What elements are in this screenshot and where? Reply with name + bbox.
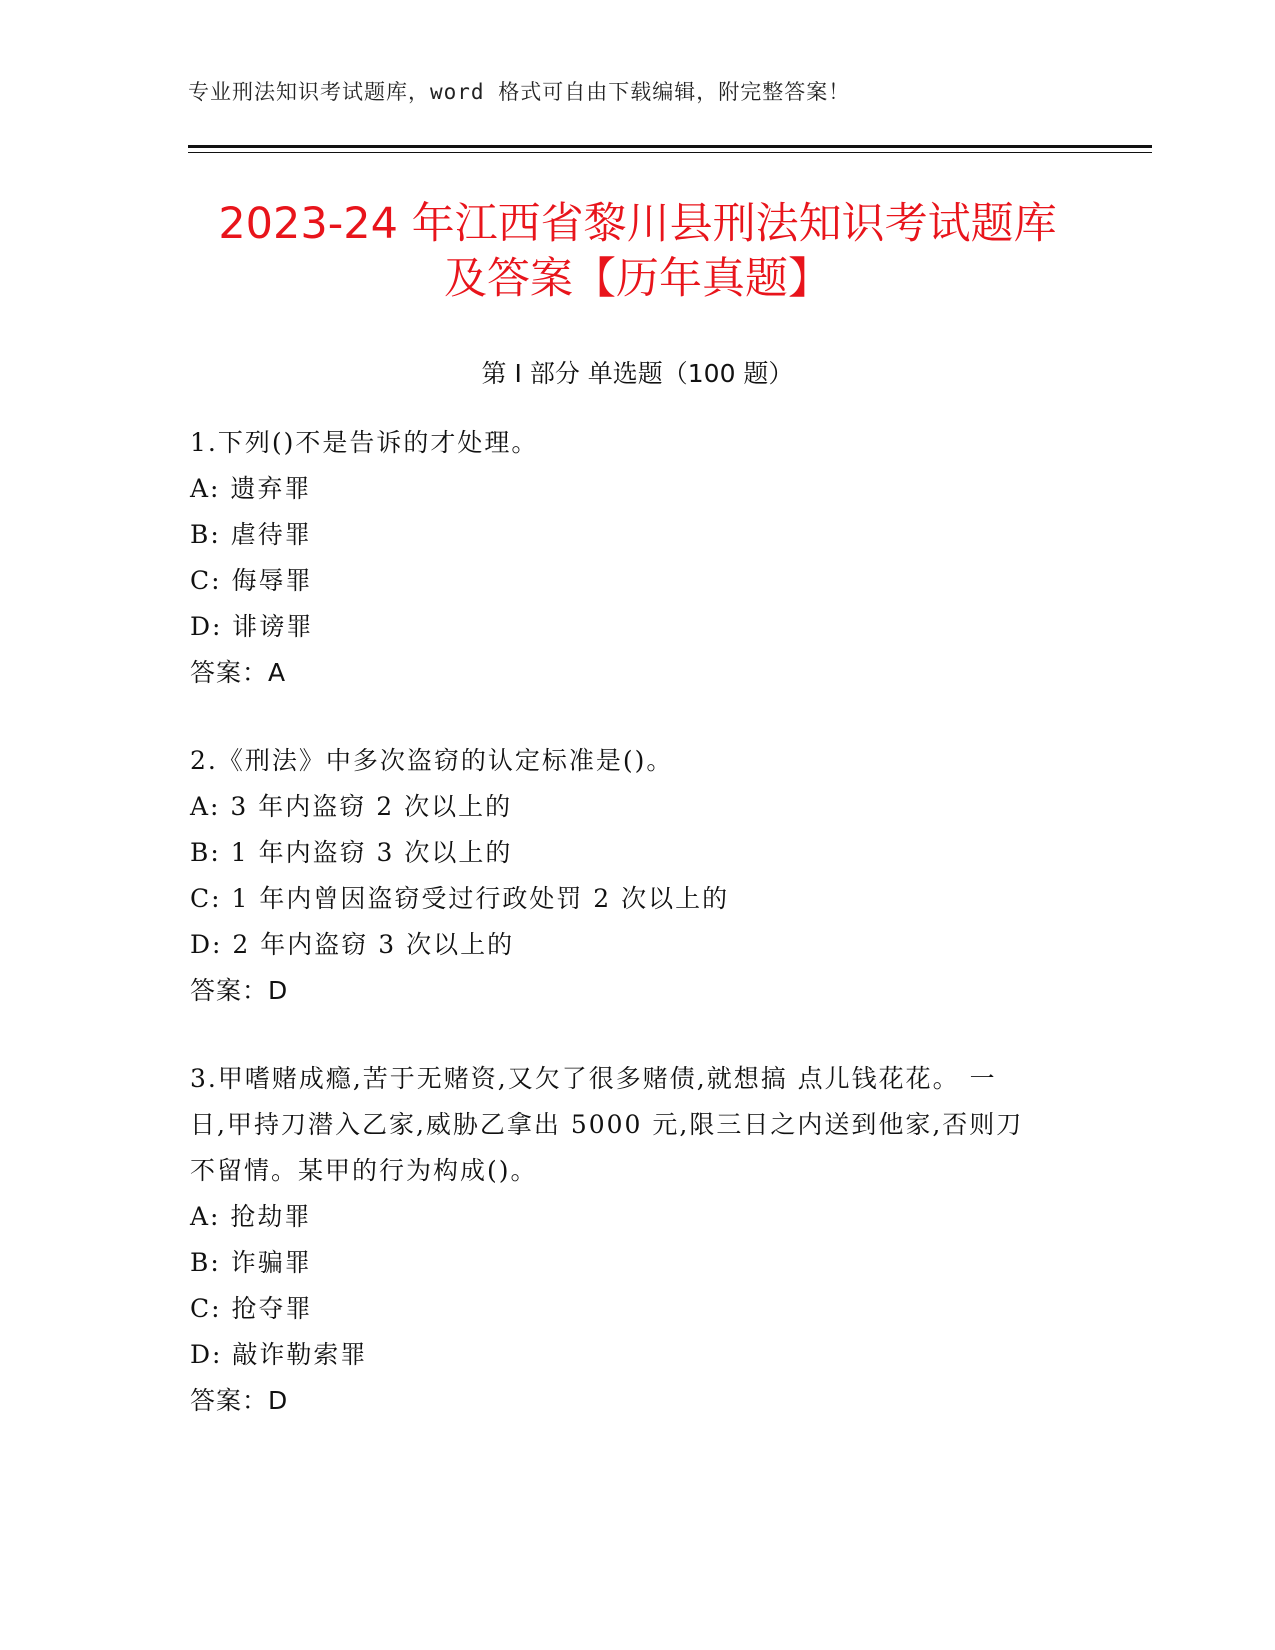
option-b: B: 1 年内盗窃 3 次以上的 — [190, 838, 513, 867]
question-2 — [190, 738, 1090, 1014]
header-divider-thin — [188, 152, 1152, 153]
document-title — [150, 197, 1125, 307]
question-stem-line-1: 3.甲嗜赌成瘾,苦于无赌资,又欠了很多赌债,就想搞 点儿钱花花。 一 — [190, 1064, 997, 1093]
header-divider-thick — [188, 145, 1152, 148]
title-line-2: 及答案【历年真题】 — [444, 254, 831, 304]
option-d: D: 2 年内盗窃 3 次以上的 — [190, 930, 515, 959]
option-c: C: 抢夺罪 — [190, 1294, 313, 1323]
question-1 — [190, 420, 1090, 696]
title-line-1: 2023-24 年江西省黎川县刑法知识考试题库 — [218, 199, 1057, 249]
answer: 答案：A — [190, 658, 287, 687]
question-stem-line-3: 不留情。某甲的行为构成()。 — [190, 1156, 538, 1185]
option-c: C: 侮辱罪 — [190, 566, 313, 595]
option-a: A: 抢劫罪 — [190, 1202, 312, 1231]
question-stem: 2.《刑法》中多次盗窃的认定标准是()。 — [190, 746, 674, 775]
option-b: B: 虐待罪 — [190, 520, 312, 549]
question-stem: 1.下列()不是告诉的才处理。 — [190, 428, 539, 457]
section-heading: 第 I 部分 单选题（100 题） — [481, 359, 794, 388]
answer: 答案：D — [190, 976, 289, 1005]
option-d: D: 敲诈勒索罪 — [190, 1340, 368, 1369]
question-3 — [190, 1056, 1090, 1424]
option-c: C: 1 年内曾因盗窃受过行政处罚 2 次以上的 — [190, 884, 730, 913]
option-a: A: 3 年内盗窃 2 次以上的 — [190, 792, 513, 821]
question-stem-line-2: 日,甲持刀潜入乙家,威胁乙拿出 5000 元,限三日之内送到他家,否则刀 — [190, 1110, 1024, 1139]
option-d: D: 诽谤罪 — [190, 612, 314, 641]
answer: 答案：D — [190, 1386, 289, 1415]
header-note: 专业刑法知识考试题库，word 格式可自由下载编辑，附完整答案！ — [188, 80, 851, 104]
option-b: B: 诈骗罪 — [190, 1248, 312, 1277]
option-a: A: 遗弃罪 — [190, 474, 312, 503]
